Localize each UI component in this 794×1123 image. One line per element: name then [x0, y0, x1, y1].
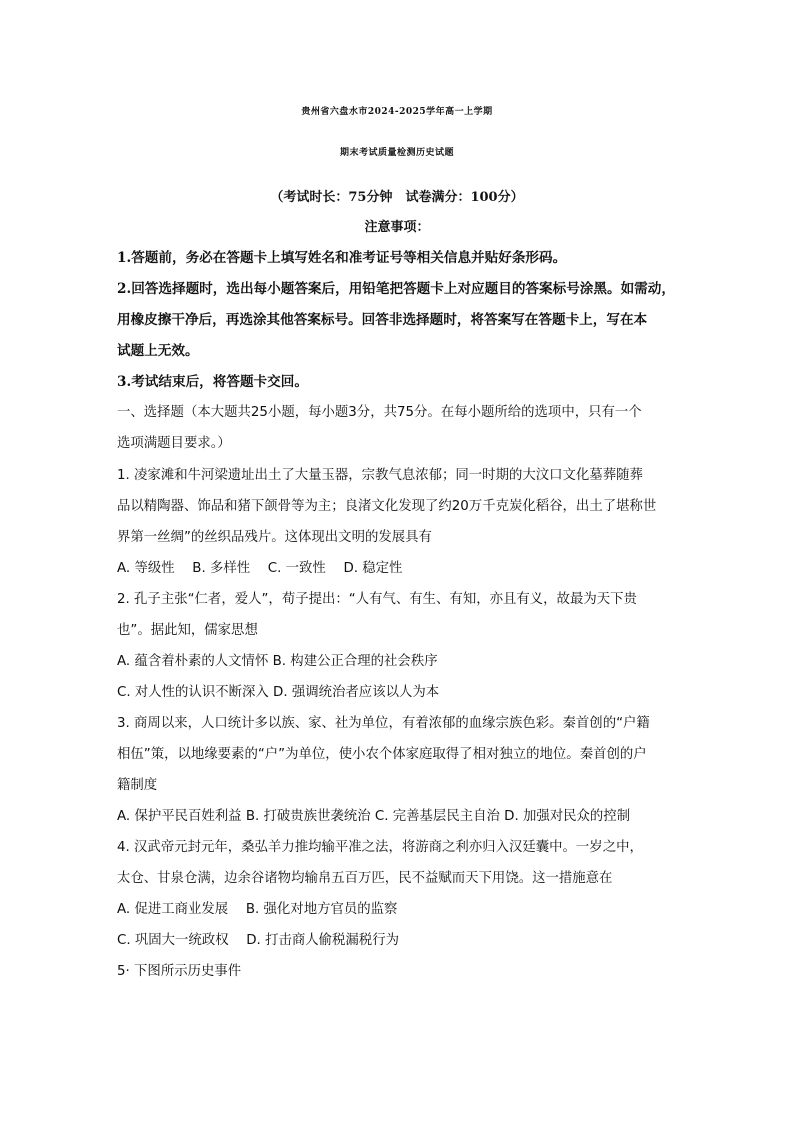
notice-heading: 注意事项： [364, 220, 430, 235]
option-line: A. 蕴含着朴素的人文情怀 B. 构建公正合理的社会秩序 [117, 654, 438, 669]
question-line: 2. 孔子主张“仁者，爱人”，荀子提出：“人有气、有生、有知，亦且有义，故最为天下贵 [117, 592, 637, 607]
option-line: A. 等级性 B. 多样性 C. 一致性 D. 稳定性 [117, 561, 403, 576]
question-line: 品以精陶器、饰品和猪下颌骨等为主；良渚文化发现了约20万千克炭化稻谷，出土了堪称世 [117, 499, 657, 514]
option-line: C. 对人性的认识不断深入 D. 强调统治者应该以人为本 [117, 685, 440, 700]
question-line: 5· 下图所示历史事件 [117, 964, 242, 979]
question-line: 1. 凌家滩和牛河梁遗址出土了大量玉器，宗教气息浓郁；同一时期的大汶口文化墓葬随葬 [117, 468, 643, 483]
notice-line: 1.答题前，务必在答题卡上填写姓名和准考证号等相关信息并贴好条形码。 [117, 250, 567, 266]
option-line: A. 保护平民百姓利益 B. 打破贵族世袭统治 C. 完善基层民主自治 D. 加强对民众的控制 [117, 809, 631, 824]
notice-line: 用橡皮擦干净后，再选涂其他答案标号。回答非选择题时，将答案写在答题卡上，写在本 [117, 312, 648, 328]
exam-info: （考试时长：75分钟 试卷满分：100分） [270, 190, 524, 205]
section-heading-line: 一、选择题（本大题共25小题，每小题3分，共75分。在每小题所给的选项中，只有一个 [117, 405, 642, 420]
notice-line: 3.考试结束后，将答题卡交回。 [117, 374, 308, 390]
question-line: 籍制度 [117, 778, 158, 793]
question-line: 3. 商周以来，人口统计多以族、家、社为单位，有着浓郁的血缘宗族色彩。秦首创的“户籍 [117, 716, 650, 731]
question-line: 太仓、甘泉仓满，边余谷诸物均输帛五百万匹，民不益赋而天下用饶。这一措施意在 [117, 871, 613, 886]
question-line: 界第一丝绸”的丝织品残片。这体现出文明的发展具有 [117, 530, 432, 545]
exam-title-line1: 贵州省六盘水市2024-2025学年高一上学期 [301, 107, 493, 117]
question-line: 4. 汉武帝元封元年，桑弘羊力推均输平准之法，将游商之利亦归入汉廷囊中。一岁之中， [117, 840, 643, 855]
option-line: A. 促进工商业发展 B. 强化对地方官员的监察 [117, 902, 398, 917]
notice-line: 试题上无效。 [117, 343, 199, 359]
question-line: 也”。据此知，儒家思想 [117, 623, 258, 638]
question-line: 相伍”策，以地缘要素的“户”为单位，使小农个体家庭取得了相对独立的地位。秦首创的户 [117, 747, 647, 762]
notice-line: 2.回答选择题时，选出每小题答案后，用铅笔把答题卡上对应题目的答案标号涂黑。如需动， [117, 281, 675, 297]
exam-title-line2: 期末考试质量检测历史试题 [339, 148, 454, 158]
option-line: C. 巩固大一统政权 D. 打击商人偷税漏税行为 [117, 933, 399, 948]
section-heading-line: 选项满题目要求。） [117, 436, 231, 451]
